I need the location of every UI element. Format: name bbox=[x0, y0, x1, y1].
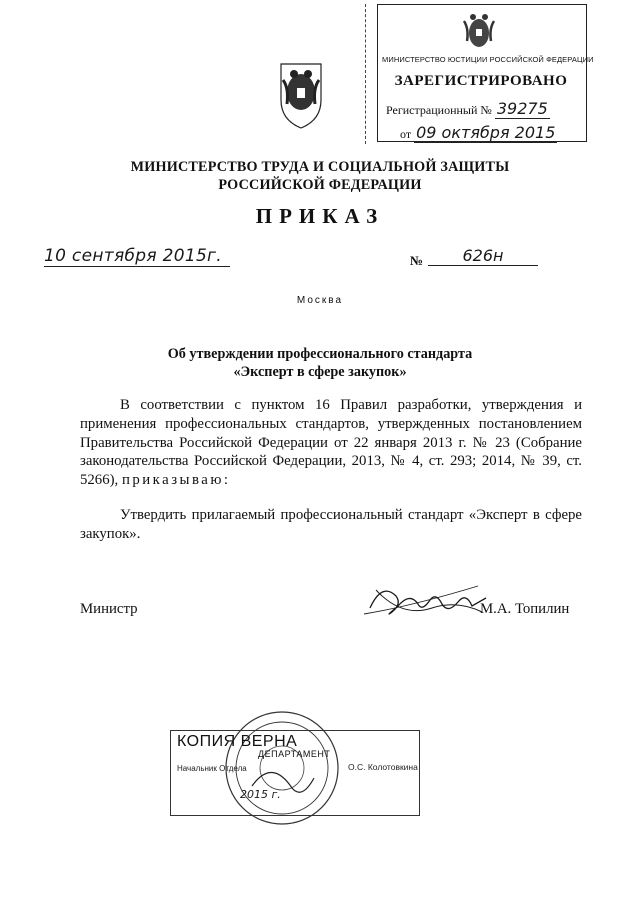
registration-stamp bbox=[377, 4, 594, 142]
subject-line-2: «Эксперт в сфере закупок» bbox=[233, 364, 407, 380]
registration-number: 39275 bbox=[496, 99, 548, 118]
ministry-name bbox=[60, 158, 580, 194]
body-paragraph-1 bbox=[80, 396, 582, 490]
order-subject bbox=[60, 345, 580, 381]
seal-department: ДЕПАРТАМЕНТ bbox=[258, 749, 331, 759]
ministry-line-1: МИНИСТЕРСТВО ТРУДА И СОЦИАЛЬНОЙ ЗАЩИТЫ bbox=[130, 159, 510, 175]
registration-number-line bbox=[386, 99, 550, 118]
signer-name: М.А. Топилин bbox=[480, 601, 570, 617]
registration-stamp-border bbox=[365, 4, 366, 144]
document-type: ПРИКАЗ bbox=[255, 204, 385, 228]
city: Москва bbox=[296, 295, 344, 306]
registration-ministry: МИНИСТЕРСТВО ЮСТИЦИИ РОССИЙСКОЙ ФЕДЕРАЦИИ bbox=[382, 55, 594, 64]
small-emblem-icon bbox=[460, 9, 498, 53]
order-number: 626н bbox=[428, 246, 538, 266]
registration-date-line bbox=[400, 123, 557, 142]
registration-date: 09 октября 2015 bbox=[416, 123, 556, 142]
copy-stamp-role: Начальник Отдела bbox=[177, 764, 247, 773]
copy-stamp-date: 2015 г. bbox=[240, 788, 281, 801]
registration-title: ЗАРЕГИСТРИРОВАНО bbox=[394, 73, 568, 89]
subject-line-1: Об утверждении профессионального стандарта bbox=[167, 346, 473, 362]
body-paragraph-2: Утвердить прилагаемый профессиональный стандарт «Эксперт в сфере закупок». bbox=[80, 507, 582, 542]
signer-title: Министр bbox=[80, 601, 138, 617]
coat-of-arms-emblem bbox=[275, 58, 327, 130]
handwritten-signature bbox=[362, 578, 492, 626]
copy-stamp-name: О.С. Колотовкина bbox=[348, 762, 418, 772]
order-date: 10 сентября 2015г. bbox=[44, 246, 230, 267]
ministry-line-2: РОССИЙСКОЙ ФЕДЕРАЦИИ bbox=[218, 177, 422, 193]
registration-date-prefix: от bbox=[400, 127, 412, 141]
order-number-sign: № bbox=[410, 253, 424, 268]
registration-number-label: Регистрационный № bbox=[386, 103, 492, 117]
copy-stamp-title: КОПИЯ ВЕРНА bbox=[177, 733, 298, 750]
paragraph-1-text: В соответствии с пунктом 16 Правил разработки, утверждения и применения профессиональных стандартов, утвержденных постановлением Правительства Российской Федерации от 22 января 2013 г. № 23 (Собрание законодательства Российской Федерации, 2013, № 4, ст. 293; 2014, № 39, ст. 5266), bbox=[80, 397, 582, 489]
order-verb: приказываю: bbox=[121, 472, 231, 489]
